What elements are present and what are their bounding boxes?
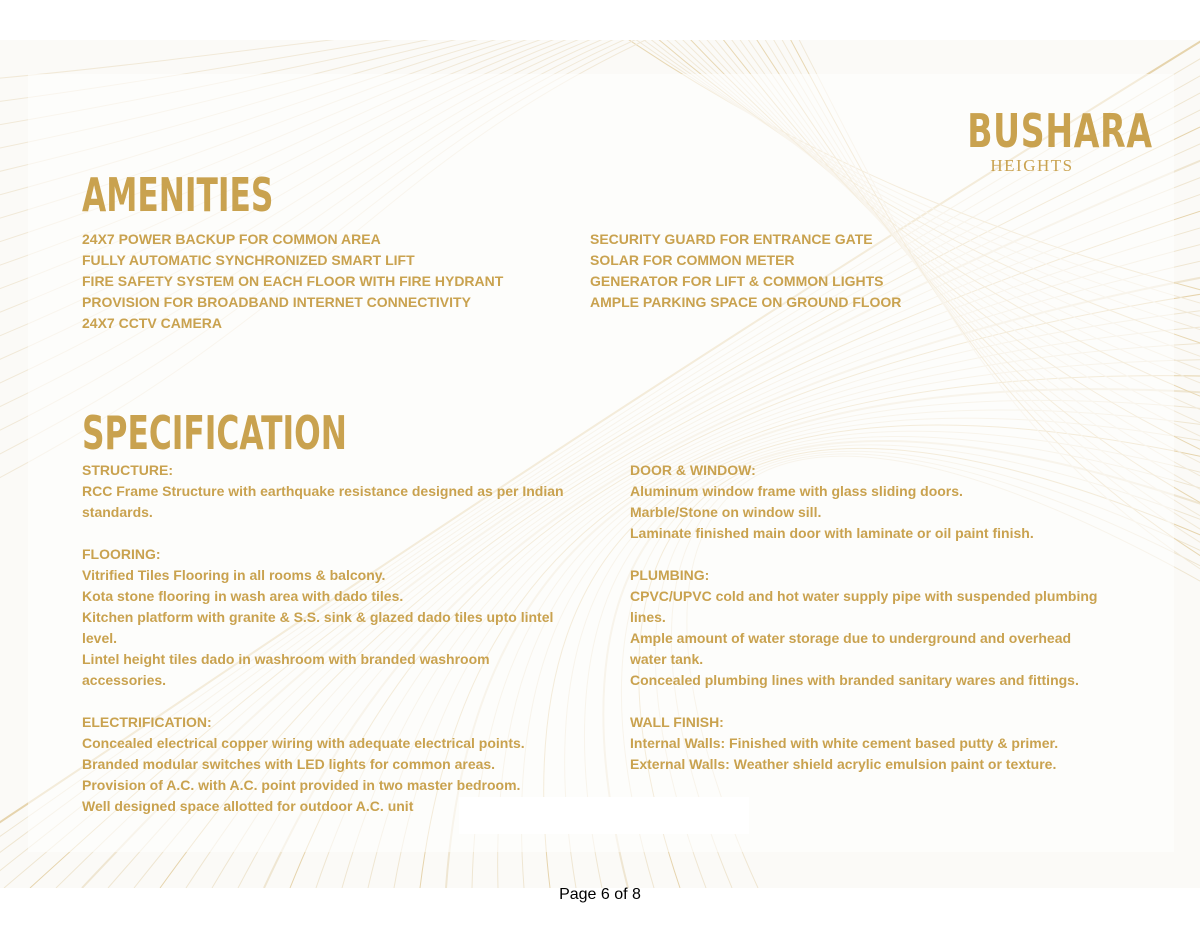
spec-section-title: ELECTRIFICATION: (82, 714, 212, 730)
spec-line: RCC Frame Structure with earthquake resistance designed as per Indian (82, 483, 564, 499)
spec-line: External Walls: Weather shield acrylic emulsion paint or texture. (630, 756, 1057, 772)
spec-line: accessories. (82, 672, 167, 688)
spec-section-title: FLOORING: (82, 546, 161, 562)
spec-line: Provision of A.C. with A.C. point provided in two master bedroom. (82, 777, 521, 793)
blank-label-box (459, 797, 749, 834)
logo-main-text: BUSHARA (967, 104, 1153, 158)
spec-line: Branded modular switches with LED lights for common areas. (82, 756, 496, 772)
spec-section (630, 565, 1097, 691)
spec-line: Ample amount of water storage due to underground and overhead (630, 630, 1072, 646)
spec-section (630, 460, 1097, 544)
spec-section-title: WALL FINISH: (630, 714, 724, 730)
spec-line: Marble/Stone on window sill. (630, 504, 822, 520)
amenity-item: SECURITY GUARD FOR ENTRANCE GATE (590, 231, 873, 247)
amenity-item: PROVISION FOR BROADBAND INTERNET CONNECTIVITY (82, 294, 471, 310)
amenity-item: FULLY AUTOMATIC SYNCHRONIZED SMART LIFT (82, 252, 415, 268)
spec-line: Concealed plumbing lines with branded sanitary wares and fittings. (630, 672, 1079, 688)
amenities-list-left (82, 229, 503, 334)
amenity-item: SOLAR FOR COMMON METER (590, 252, 795, 268)
amenity-item: 24X7 CCTV CAMERA (82, 315, 223, 331)
spec-line: Concealed electrical copper wiring with adequate electrical points. (82, 735, 525, 751)
brochure-page (0, 40, 1200, 888)
spec-line: CPVC/UPVC cold and hot water supply pipe with suspended plumbing (630, 588, 1098, 604)
spec-line: Aluminum window frame with glass sliding doors. (630, 483, 963, 499)
spec-line: standards. (82, 504, 153, 520)
specification-column-right (630, 460, 1097, 796)
specification-heading: SPECIFICATION (82, 406, 347, 460)
spec-line: lines. (630, 609, 666, 625)
spec-line: Kota stone flooring in wash area with dado tiles. (82, 588, 404, 604)
spec-section-title: PLUMBING: (630, 567, 710, 583)
amenity-item: 24X7 POWER BACKUP FOR COMMON AREA (82, 231, 381, 247)
spec-section (630, 712, 1097, 775)
amenities-list-right (590, 229, 901, 313)
logo-sub-text: HEIGHTS (990, 156, 1074, 175)
spec-line: Laminate finished main door with laminate or oil paint finish. (630, 525, 1034, 541)
amenity-item: AMPLE PARKING SPACE ON GROUND FLOOR (590, 294, 902, 310)
specification-column-left (82, 460, 564, 838)
spec-section-title: DOOR & WINDOW: (630, 462, 756, 478)
bushara-heights-logo (942, 104, 1153, 176)
spec-line: Kitchen platform with granite & S.S. sink & glazed dado tiles upto lintel (82, 609, 554, 625)
spec-line: Vitrified Tiles Flooring in all rooms & balcony. (82, 567, 386, 583)
spec-section-title: STRUCTURE: (82, 462, 173, 478)
spec-line: Lintel height tiles dado in washroom with branded washroom (82, 651, 490, 667)
spec-section (82, 544, 564, 691)
amenities-heading: AMENITIES (82, 168, 274, 222)
spec-line: Well designed space allotted for outdoor A.C. unit (82, 798, 414, 814)
spec-line: Internal Walls: Finished with white cement based putty & primer. (630, 735, 1059, 751)
spec-section (82, 460, 564, 523)
spec-line: level. (82, 630, 118, 646)
page-number: Page 6 of 8 (559, 886, 641, 903)
amenity-item: FIRE SAFETY SYSTEM ON EACH FLOOR WITH FIRE HYDRANT (82, 273, 504, 289)
amenity-item: GENERATOR FOR LIFT & COMMON LIGHTS (590, 273, 884, 289)
spec-line: water tank. (630, 651, 704, 667)
